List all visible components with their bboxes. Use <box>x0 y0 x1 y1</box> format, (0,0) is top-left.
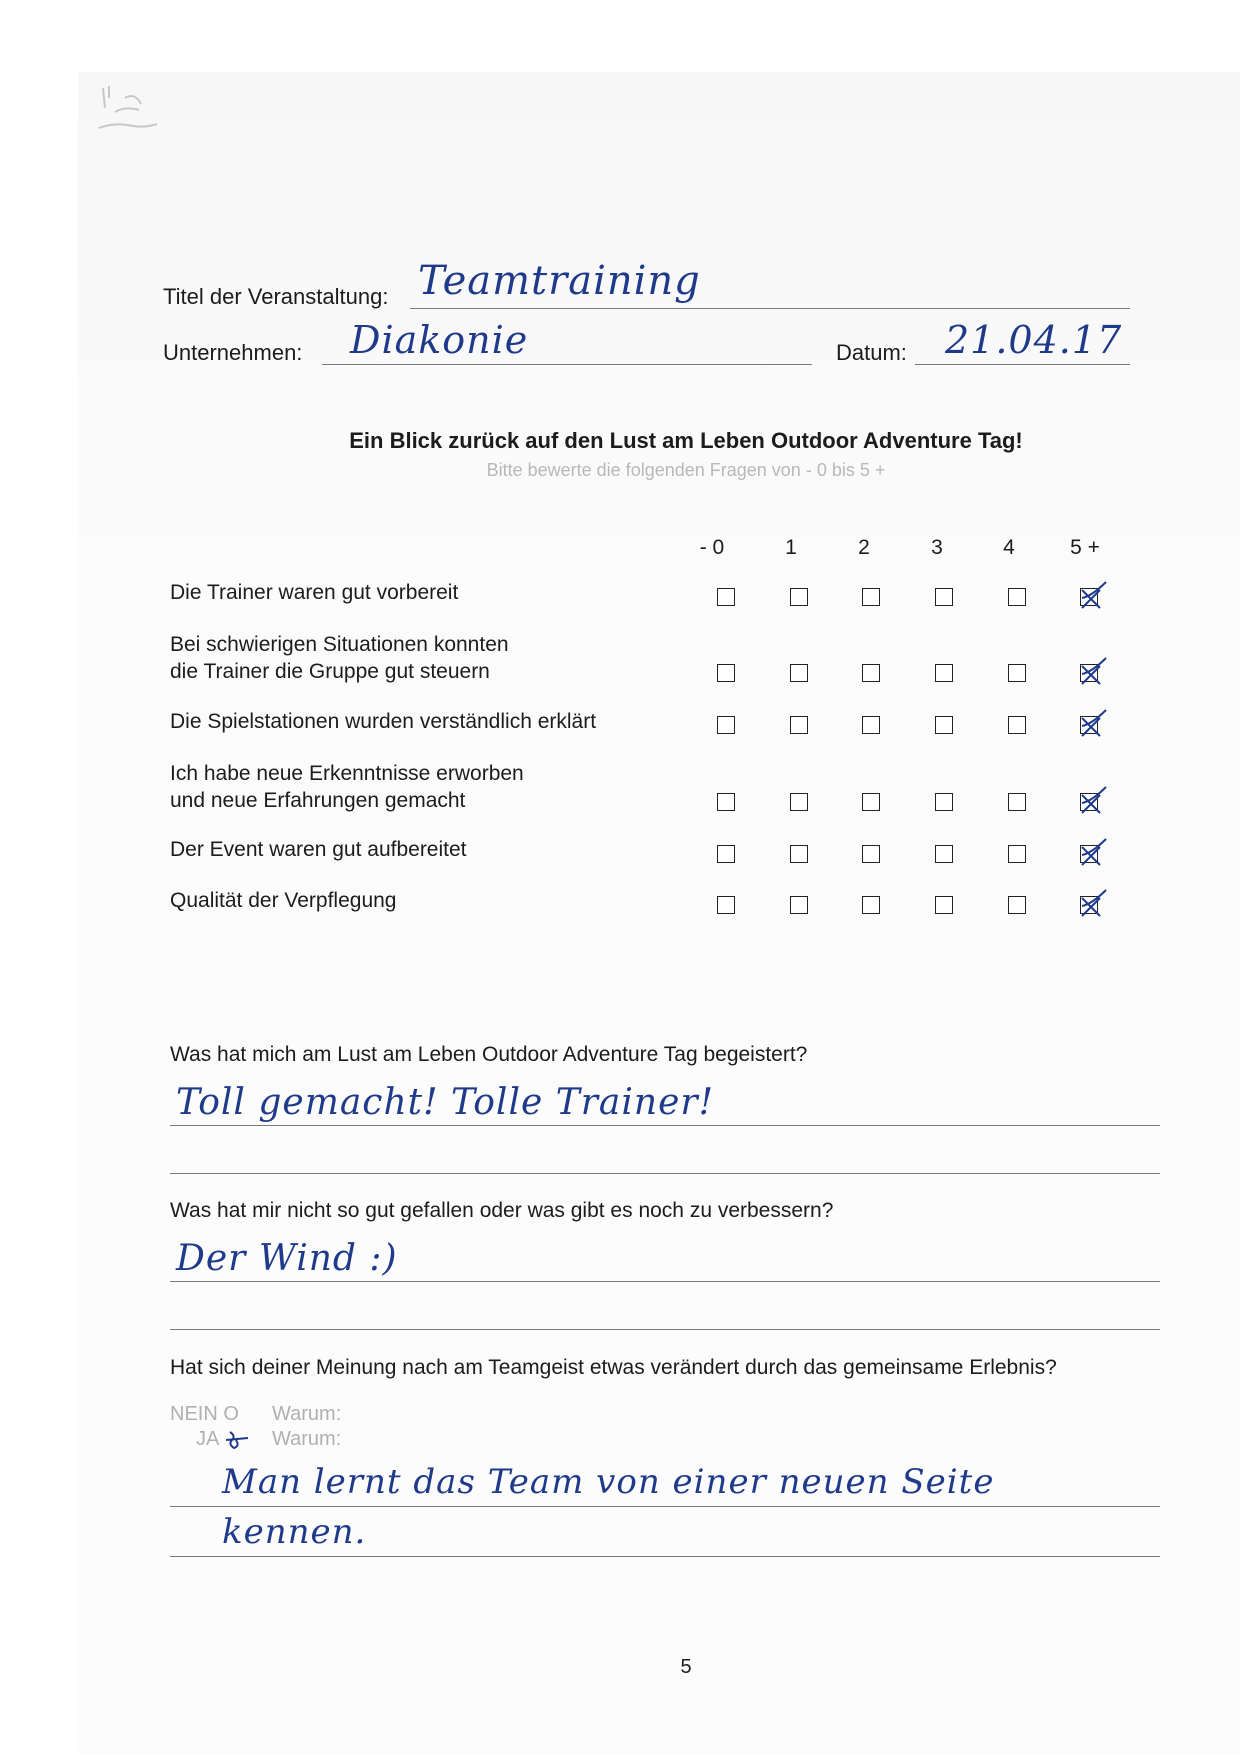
q4-option-0-checkbox[interactable] <box>717 793 735 811</box>
q4-option-3-checkbox[interactable] <box>935 793 953 811</box>
scale-header-5: 5 + <box>1070 536 1100 559</box>
scale-header-0: - 0 <box>699 536 725 559</box>
q4-option-2-checkbox[interactable] <box>862 793 880 811</box>
yes-handwritten-mark <box>224 1428 250 1452</box>
q6-option-3-checkbox[interactable] <box>935 896 953 914</box>
open-question-2: Was hat mir nicht so gut gefallen oder was gibt es noch zu verbessern? <box>170 1199 834 1222</box>
answer-1-line-1 <box>170 1125 1160 1126</box>
q3-option-4-checkbox[interactable] <box>1008 716 1026 734</box>
q5-option-2-checkbox[interactable] <box>862 845 880 863</box>
why-label-no: Warum: <box>272 1403 342 1425</box>
why-label-yes: Warum: <box>272 1428 342 1450</box>
answer-3-line-1 <box>170 1506 1160 1507</box>
q2-option-0-checkbox[interactable] <box>717 664 735 682</box>
q2-option-1-checkbox[interactable] <box>790 664 808 682</box>
survey-instructions: Bitte bewerte die folgenden Fragen von - 0 bis 5 + <box>486 460 886 480</box>
scale-header-2: 2 <box>858 536 870 559</box>
q3-option-2-checkbox[interactable] <box>862 716 880 734</box>
scale-header-4: 4 <box>1003 536 1015 559</box>
q3-option-0-checkbox[interactable] <box>717 716 735 734</box>
q2-option-3-checkbox[interactable] <box>935 664 953 682</box>
answer-2-text[interactable]: Der Wind :) <box>176 1238 398 1279</box>
answer-3-line-1-text[interactable]: Man lernt das Team von einer neuen Seite <box>222 1462 995 1502</box>
answer-1-line-2 <box>170 1173 1160 1174</box>
q2-handwritten-check-mark <box>1074 654 1108 688</box>
question-4-line2: und neue Erfahrungen gemacht <box>170 789 466 812</box>
page-number: 5 <box>680 1656 692 1678</box>
q1-handwritten-check-mark <box>1074 578 1108 612</box>
date-label: Datum: <box>836 340 907 365</box>
question-4-text <box>170 760 524 814</box>
question-3-text: Die Spielstationen wurden verständlich erklärt <box>170 710 597 733</box>
q6-option-1-checkbox[interactable] <box>790 896 808 914</box>
q5-option-3-checkbox[interactable] <box>935 845 953 863</box>
answer-1-text[interactable]: Toll gemacht! Tolle Trainer! <box>176 1082 715 1123</box>
answer-2-line-1 <box>170 1281 1160 1282</box>
q6-handwritten-check-mark <box>1074 886 1108 920</box>
q4-option-1-checkbox[interactable] <box>790 793 808 811</box>
q4-handwritten-check-mark <box>1074 783 1108 817</box>
question-1-text: Die Trainer waren gut vorbereit <box>170 581 459 604</box>
company-label: Unternehmen: <box>163 340 303 365</box>
q6-option-0-checkbox[interactable] <box>717 896 735 914</box>
q6-option-4-checkbox[interactable] <box>1008 896 1026 914</box>
company-line <box>322 364 812 365</box>
answer-2-line-2 <box>170 1329 1160 1330</box>
q1-option-3-checkbox[interactable] <box>935 588 953 606</box>
company-value[interactable]: Diakonie <box>350 318 529 362</box>
option-yes[interactable]: JA <box>196 1428 220 1450</box>
scale-header-3: 3 <box>931 536 943 559</box>
q4-option-4-checkbox[interactable] <box>1008 793 1026 811</box>
scale-header-1: 1 <box>785 536 797 559</box>
option-no[interactable]: NEIN O <box>170 1403 239 1425</box>
date-value[interactable]: 21.04.17 <box>945 318 1123 362</box>
date-line <box>915 364 1130 365</box>
question-5-text: Der Event waren gut aufbereitet <box>170 838 467 861</box>
q5-option-1-checkbox[interactable] <box>790 845 808 863</box>
q1-option-0-checkbox[interactable] <box>717 588 735 606</box>
open-question-3: Hat sich deiner Meinung nach am Teamgeist etwas verändert durch das gemeinsame Erlebnis? <box>170 1356 1057 1379</box>
q3-handwritten-check-mark <box>1074 706 1108 740</box>
question-6-text: Qualität der Verpflegung <box>170 889 397 912</box>
q5-handwritten-check-mark <box>1074 835 1108 869</box>
q5-option-4-checkbox[interactable] <box>1008 845 1026 863</box>
survey-heading: Ein Blick zurück auf den Lust am Leben Outdoor Adventure Tag! <box>349 428 1023 453</box>
q3-option-1-checkbox[interactable] <box>790 716 808 734</box>
answer-3-line-2 <box>170 1556 1160 1557</box>
event-title-line <box>410 308 1130 309</box>
q1-option-2-checkbox[interactable] <box>862 588 880 606</box>
open-question-1: Was hat mich am Lust am Leben Outdoor Adventure Tag begeistert? <box>170 1043 808 1066</box>
question-4-line1: Ich habe neue Erkenntnisse erworben <box>170 762 524 785</box>
q1-option-4-checkbox[interactable] <box>1008 588 1026 606</box>
scan-smudge-mark <box>95 78 175 148</box>
q2-option-2-checkbox[interactable] <box>862 664 880 682</box>
question-2-line2: die Trainer die Gruppe gut steuern <box>170 660 490 683</box>
q5-option-0-checkbox[interactable] <box>717 845 735 863</box>
q6-option-2-checkbox[interactable] <box>862 896 880 914</box>
question-2-line1: Bei schwierigen Situationen konnten <box>170 633 509 656</box>
event-title-value[interactable]: Teamtraining <box>418 258 701 304</box>
answer-3-line-2-text[interactable]: kennen. <box>222 1512 367 1552</box>
event-title-label: Titel der Veranstaltung: <box>163 284 389 309</box>
q3-option-3-checkbox[interactable] <box>935 716 953 734</box>
q1-option-1-checkbox[interactable] <box>790 588 808 606</box>
question-2-text <box>170 631 509 685</box>
q2-option-4-checkbox[interactable] <box>1008 664 1026 682</box>
